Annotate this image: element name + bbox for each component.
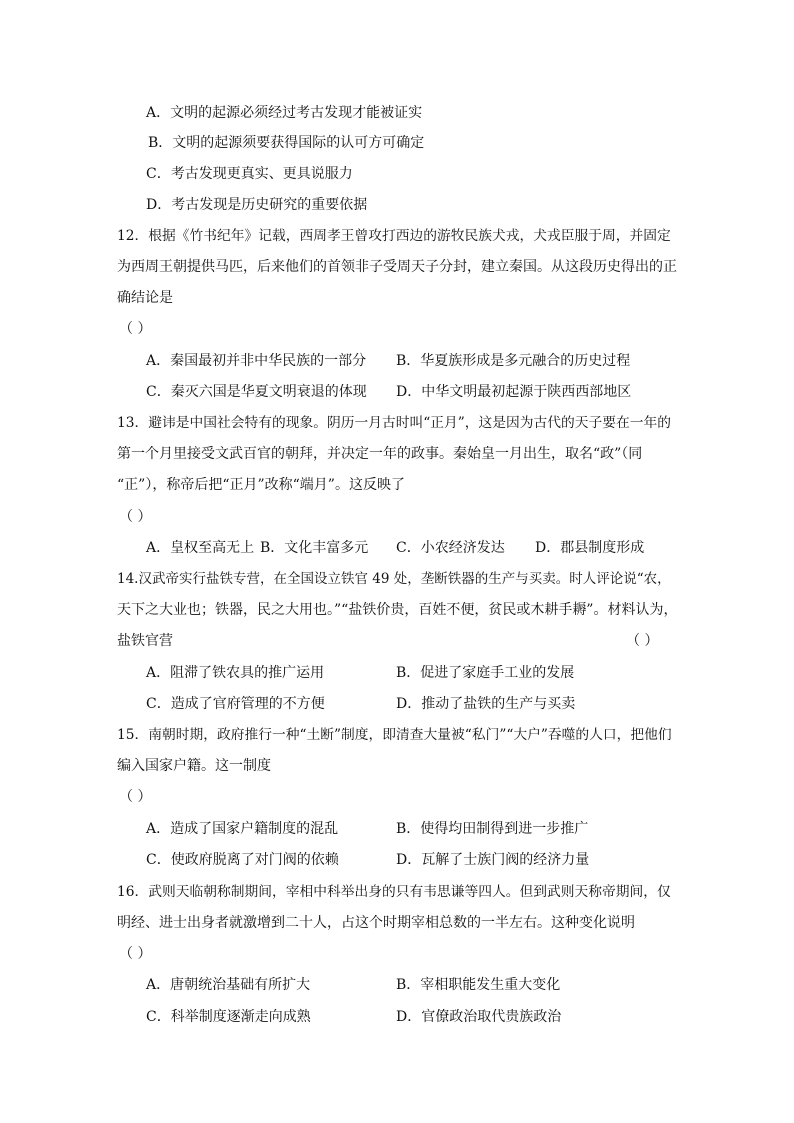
- q13-option-a: A．皇权至高无上: [146, 540, 255, 556]
- q14-option-a: A．阻滞了铁农具的推广运用: [146, 665, 325, 681]
- q16-stem-line-2: 明经、进士出身者就激增到二十人，占这个时期宰相总数的一半左右。这种变化说明: [117, 915, 635, 931]
- q15-option-c: C．使政府脱离了对门阀的依赖: [146, 852, 339, 868]
- q13-answer-blank: （ ）: [119, 509, 152, 525]
- q12-option-b: B．华夏族形成是多元融合的历史过程: [396, 353, 631, 369]
- q16-option-d: D．官僚政治取代贵族政治: [396, 1009, 562, 1025]
- q14-option-d: D．推动了盐铁的生产与买卖: [396, 696, 576, 712]
- q11-option-c: C．考古发现更真实、更具说服力: [146, 166, 353, 182]
- q14-option-c: C．造成了官府管理的不方便: [146, 696, 325, 712]
- q13-stem-line-3: “正”），称帝后把“正月”改称“端月”。这反映了: [117, 477, 405, 493]
- q13-stem-line-2: 第一个月里接受文武百官的朝拜，并决定一年的政事。秦始皇一月出生，取名“政”（同: [117, 446, 643, 462]
- q14-stem-line-3: 盐铁官营: [117, 633, 173, 649]
- q14-stem-line-1: 14.汉武帝实行盐铁专营，在全国设立铁官 49 处，垄断铁器的生产与买卖。时人评论说“农，: [117, 571, 671, 587]
- q16-answer-blank: （ ）: [119, 946, 152, 962]
- q13-option-b: B．文化丰富多元: [260, 540, 369, 556]
- q12-stem-line-3: 确结论是: [117, 290, 173, 306]
- q16-option-b: B．宰相职能发生重大变化: [396, 977, 561, 993]
- q15-option-d: D．瓦解了士族门阀的经济力量: [396, 852, 590, 868]
- q12-stem-line-2: 为西周王朝提供马匹，后来他们的首领非子受周天子分封，建立秦国。从这段历史得出的正: [117, 259, 677, 275]
- q12-option-c: C．秦灭六国是华夏文明衰退的体现: [146, 384, 367, 400]
- q11-option-b: B．文明的起源须要获得国际的认可方可确定: [148, 135, 425, 151]
- q15-option-b: B．使得均田制得到进一步推广: [396, 821, 589, 837]
- q12-option-d: D．中华文明最初起源于陕西西部地区: [396, 384, 632, 400]
- q12-answer-blank: （ ）: [119, 321, 152, 337]
- q13-stem-line-1: 13．避讳是中国社会特有的现象。阴历一月古时叫“正月”，这是因为古代的天子要在一年的: [117, 415, 672, 431]
- q12-stem-line-1: 12．根据《竹书纪年》记载，西周孝王曾攻打西边的游牧民族犬戎，犬戎臣服于周，并固定: [117, 228, 671, 244]
- q16-option-a: A．唐朝统治基础有所扩大: [146, 977, 311, 993]
- q13-option-c: C．小农经济发达: [396, 540, 505, 556]
- q11-option-a: A．文明的起源必须经过考古发现才能被证实: [146, 105, 423, 121]
- q16-option-c: C．科举制度逐渐走向成熟: [146, 1009, 311, 1025]
- q15-answer-blank: （ ）: [119, 789, 152, 805]
- q15-option-a: A．造成了国家户籍制度的混乱: [146, 821, 339, 837]
- q11-option-d: D．考古发现是历史研究的重要依据: [146, 197, 368, 213]
- q16-stem-line-1: 16．武则天临朝称制期间，宰相中科举出身的只有韦思谦等四人。但到武则天称帝期间，仅: [117, 884, 671, 900]
- q14-option-b: B．促进了家庭手工业的发展: [396, 665, 575, 681]
- q13-option-d: D．郡县制度形成: [535, 540, 645, 556]
- q15-stem-line-2: 编入国家户籍。这一制度: [117, 758, 271, 774]
- q14-stem-line-2: 天下之大业也；铁器，民之大用也。”“盐铁价贵，百姓不便，贫民或木耕手耨”。材料认为，: [117, 602, 678, 618]
- q14-answer-blank: （ ）: [626, 633, 659, 649]
- q15-stem-line-1: 15．南朝时期，政府推行一种“土断”制度，即清查大量被“私门”“大户”吞噬的人口，把他们: [117, 727, 672, 743]
- q12-option-a: A．秦国最初并非中华民族的一部分: [146, 353, 367, 369]
